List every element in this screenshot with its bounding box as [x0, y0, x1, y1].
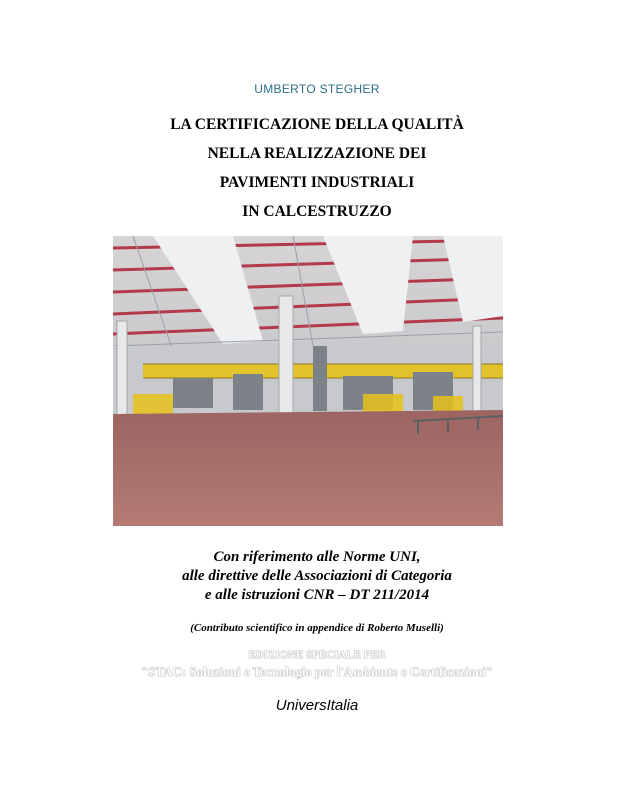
book-title: [0, 110, 634, 226]
author-name: UMBERTO STEGHER: [254, 82, 380, 96]
contribution-note: (Contributo scientifico in appendice di Roberto Muselli): [190, 622, 444, 634]
title-line: NELLA REALIZZAZIONE DEI: [207, 145, 427, 162]
title-line: LA CERTIFICAZIONE DELLA QUALITÀ: [170, 116, 464, 133]
subtitle-line: e alle istruzioni CNR – DT 211/2014: [204, 587, 430, 603]
stac-line: "STAC: Soluzioni e Tecnologie per l'Ambiente e Certificazioni": [140, 664, 494, 679]
cover-photo-industrial-floor: [113, 236, 503, 526]
subtitle: [0, 548, 634, 605]
edition-line: EDIZIONE SPECIALE PER: [248, 649, 386, 661]
subtitle-line: Con riferimento alle Norme UNI,: [213, 549, 421, 565]
title-line: IN CALCESTRUZZO: [242, 203, 392, 220]
title-line: PAVIMENTI INDUSTRIALI: [219, 174, 415, 191]
publisher-name: UniversItalia: [275, 697, 359, 714]
subtitle-line: alle direttive delle Associazioni di Categoria: [182, 568, 452, 584]
